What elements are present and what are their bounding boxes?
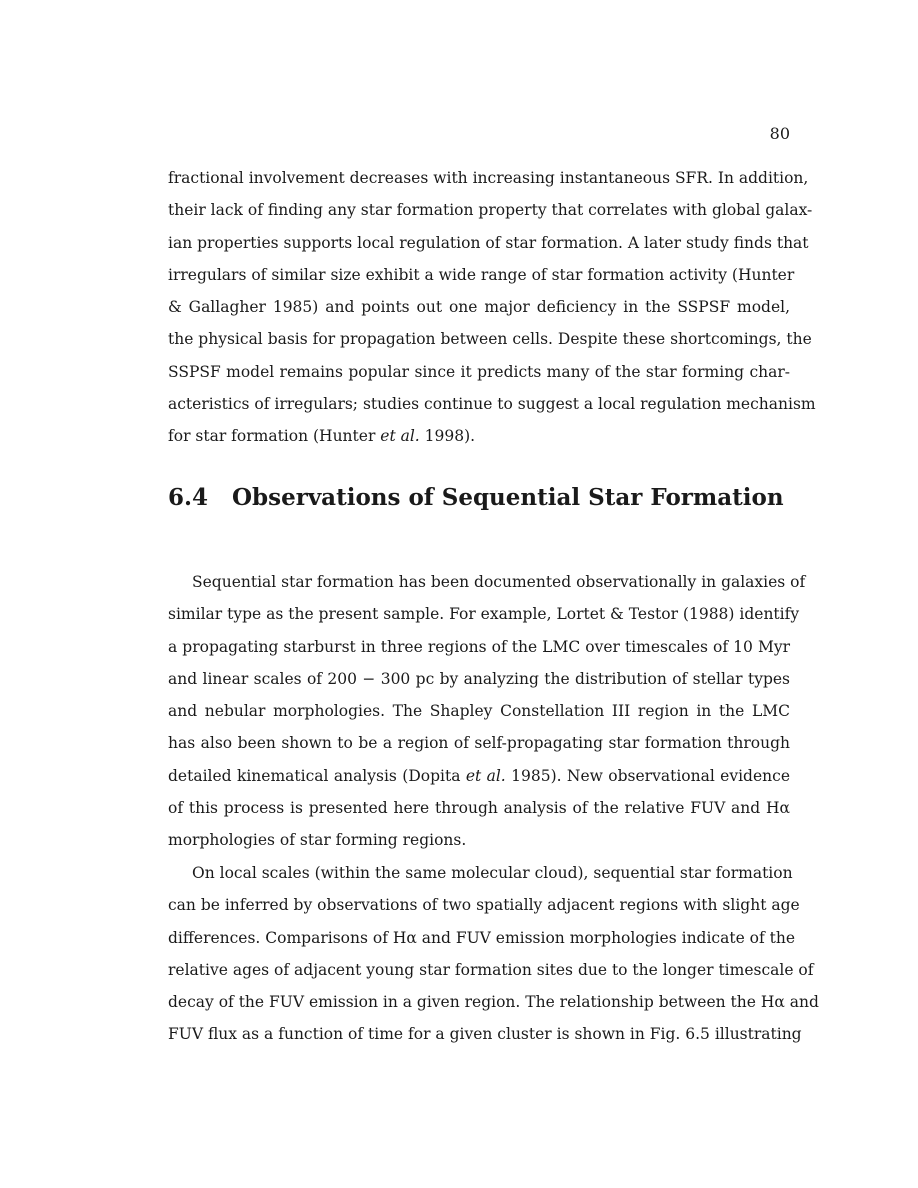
text-line: morphologies of star forming regions. — [168, 831, 467, 850]
section-title: Observations of Sequential Star Formation — [232, 484, 784, 511]
text-line: On local scales (within the same molecular cloud), sequential star formation — [192, 864, 793, 882]
text-line — [168, 760, 790, 792]
text-line: SSPSF model remains popular since it predicts many of the star forming char- — [168, 362, 790, 381]
text-fragment: detailed kinematical analysis (Dopita — [168, 766, 466, 785]
text-fragment: 1985). New observational evidence — [505, 766, 790, 785]
text-line: ian properties supports local regulation of star formation. A later study finds that — [168, 233, 809, 252]
text-fragment: 1998). — [419, 427, 476, 446]
text-line: their lack of finding any star formation property that correlates with global galax- — [168, 201, 813, 220]
text-line: can be inferred by observations of two spatially adjacent regions with slight age — [168, 896, 800, 915]
paragraph-observations — [168, 566, 806, 857]
text-line: similar type as the present sample. For example, Lortet & Testor (1988) identify — [168, 605, 800, 624]
paragraph-local-scales — [168, 857, 819, 1051]
text-line: a propagating starburst in three regions of the LMC over timescales of 10 Myr — [168, 637, 790, 656]
citation-italic: et al. — [380, 427, 420, 446]
text-line: irregulars of similar size exhibit a wide range of star formation activity (Hunter — [168, 265, 795, 284]
text-line: Sequential star formation has been documented observationally in galaxies of — [192, 573, 806, 591]
text-line: the physical basis for propagation between cells. Despite these shortcomings, the — [168, 330, 812, 349]
text-line: relative ages of adjacent young star formation sites due to the longer timescale of — [168, 960, 814, 979]
text-line: and nebular morphologies. The Shapley Constellation III region in the LMC — [168, 702, 790, 721]
text-line — [168, 420, 790, 452]
text-line: fractional involvement decreases with increasing instantaneous SFR. In addition, — [168, 169, 809, 187]
paragraph-intro — [168, 162, 816, 453]
section-number: 6.4 — [168, 484, 209, 511]
text-line: differences. Comparisons of Hα and FUV emission morphologies indicate of the — [168, 928, 796, 947]
section-heading — [168, 480, 790, 516]
text-line: decay of the FUV emission in a given region. The relationship between the Hα and — [168, 993, 819, 1012]
citation-italic: et al. — [465, 766, 506, 785]
text-line: and linear scales of 200 − 300 pc by analyzing the distribution of stellar types — [168, 669, 790, 688]
text-line: of this process is presented here through analysis of the relative FUV and Hα — [168, 799, 790, 818]
text-fragment: for star formation (Hunter — [168, 427, 381, 446]
page-number: 80 — [769, 124, 790, 143]
text-line: FUV flux as a function of time for a given cluster is shown in Fig. 6.5 illustrating — [168, 1025, 802, 1044]
text-line: has also been shown to be a region of self-propagating star formation through — [168, 734, 790, 753]
text-line: & Gallagher 1985) and points out one major deficiency in the SSPSF model, — [168, 298, 790, 317]
text-line: acteristics of irregulars; studies continue to suggest a local regulation mechanism — [168, 395, 816, 414]
